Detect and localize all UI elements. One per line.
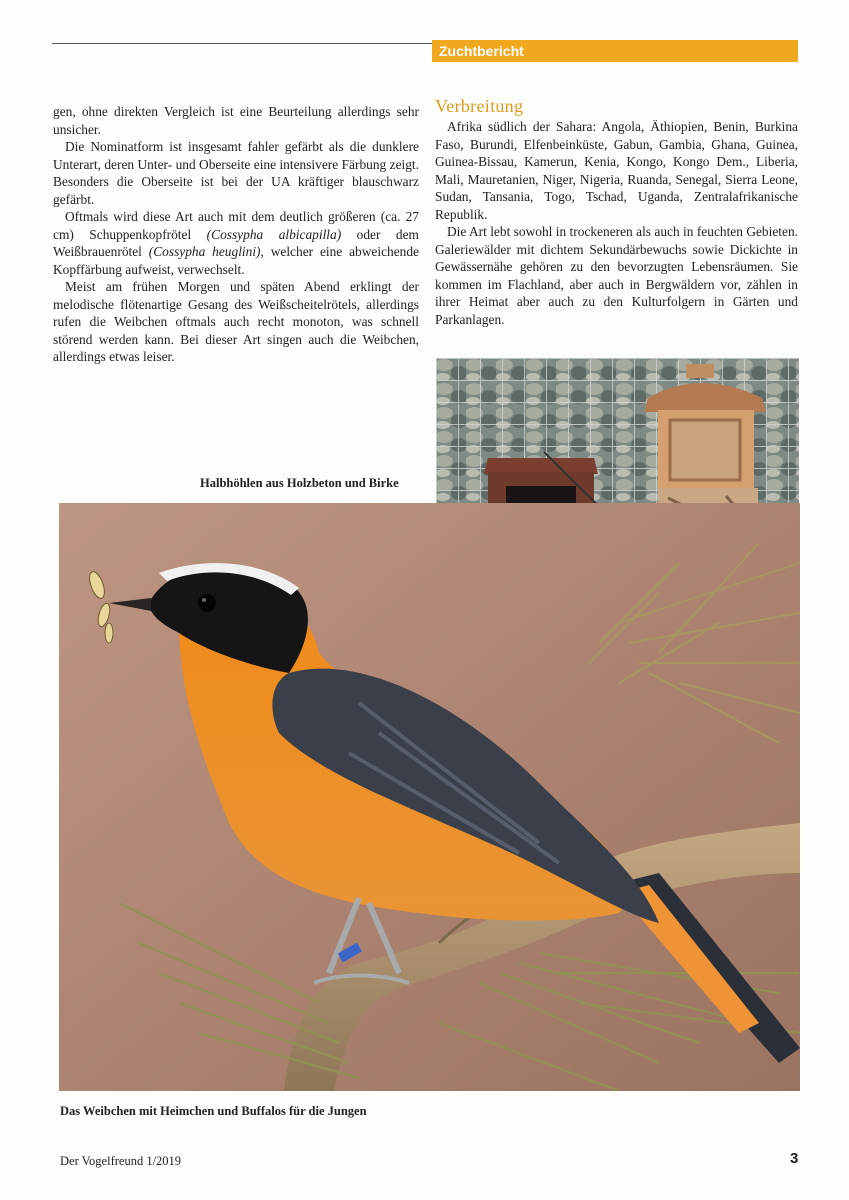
right-paragraph: Afrika südlich der Sahara: Angola, Äthiopien, Benin, Burkina Faso, Burundi, Elfenbeinküste, Gabun, Gambia, Ghana, Guinea, Guinea-Bissau, Kamerun, Kenia, Kongo, Kongo Dem., Liberia, Mali, Mauretanien, Niger, Nigeria, Ruanda, Senegal, Sierra Leone, Sudan, Tansania, Togo, Tschad, Uganda, Zentralafrikanische Republik. <box>435 119 798 222</box>
right-column <box>435 118 798 328</box>
left-paragraph: Die Nominatform ist insgesamt fahler gefärbt als die dunklere Unterart, deren Unter- und Oberseite eine intensivere Färbung zeigt. Besonders die Oberseite ist bei der UA kräftiger blauschwarz gefärbt. <box>53 139 419 207</box>
left-paragraph-species: Oftmals wird diese Art auch mit dem deutlich größeren (ca. 27 cm) Schuppenkopfrötel (Cossypha albicapilla) oder dem Weißbrauenrötel (Cossypha heuglini), welcher eine abweichende Kopffärbung aufweist, verwechselt. <box>53 209 420 277</box>
bird-illustration <box>59 503 800 1091</box>
nest-boxes-caption: Halbhöhlen aus Holzbeton und Birke <box>200 476 399 490</box>
left-paragraph: gen, ohne direkten Vergleich ist eine Beurteilung allerdings sehr unsicher. <box>53 104 419 137</box>
left-paragraph: Meist am frühen Morgen und späten Abend erklingt der melodische flötenartige Gesang des Weißscheitelrötels, allerdings rufen die Weibchen oftmals auch recht monoton, was schnell störend werden kann. Bei dieser Art singen auch die Weibchen, allerdings etwas leiser. <box>53 279 419 364</box>
section-tag: Zuchtbericht <box>432 40 798 62</box>
bird-photo <box>59 503 800 1091</box>
section-heading: Verbreitung <box>435 96 524 116</box>
bird-caption: Das Weibchen mit Heimchen und Buffalos für die Jungen <box>60 1104 367 1118</box>
header-rule <box>52 43 432 44</box>
left-column <box>53 103 419 366</box>
right-paragraph: Die Art lebt sowohl in trockeneren als auch in feuchten Gebieten. Galeriewälder mit dichtem Sekundärbewuchs sowie Dickichte in Gewässernähe gehören zu den bevorzugten Lebensräumen. Sie kommen im Flachland, aber auch in Bergwäldern vor, zählen in ihrer Heimat aber auch zu den Kulturfolgern in Gärten und Parkanlagen. <box>435 224 798 327</box>
page-number: 3 <box>790 1150 799 1167</box>
issue-label: Der Vogelfreund 1/2019 <box>60 1154 182 1168</box>
